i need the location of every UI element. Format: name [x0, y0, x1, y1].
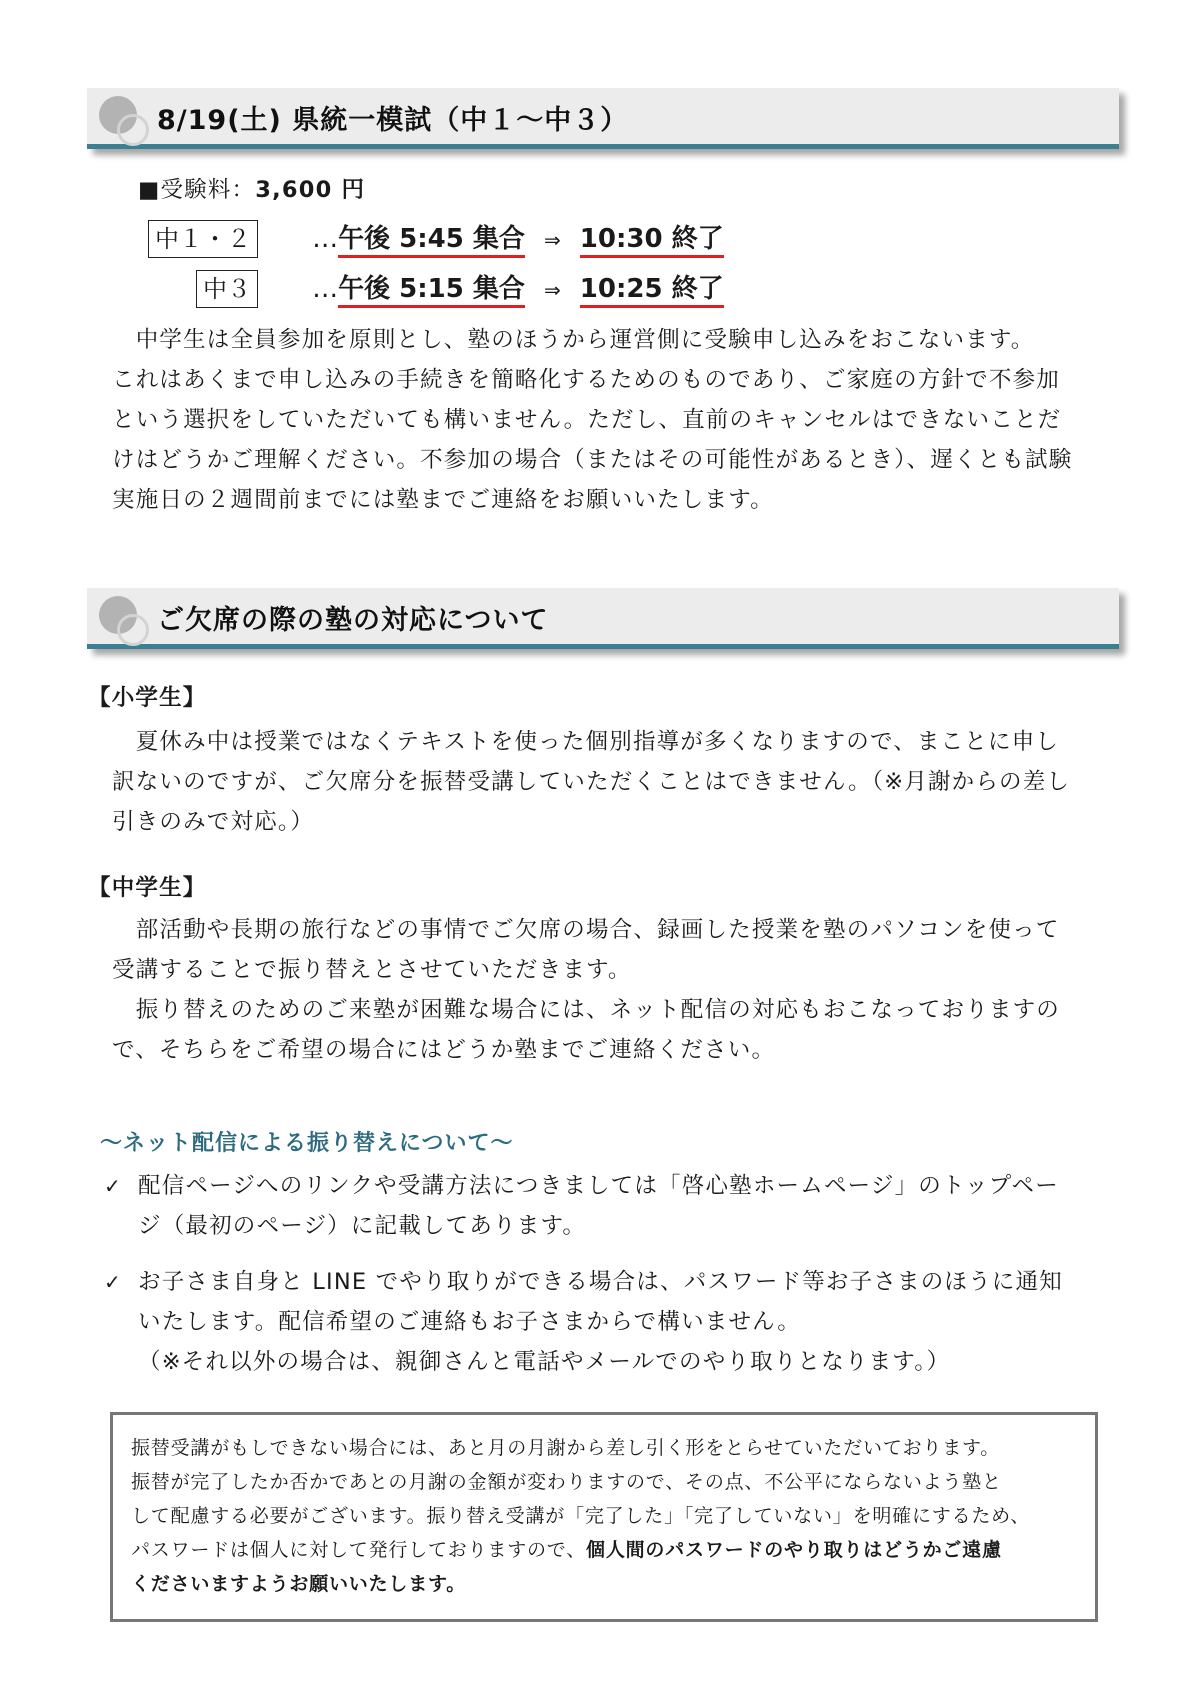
paragraph-line: 部活動や長期の旅行などの事情でご欠席の場合、録画した授業を塾のパソコンを使って [112, 917, 1060, 943]
bullet-item [138, 1262, 1118, 1382]
paragraph-line: 訳ないのですが、ご欠席分を振替受講していただくことはできません。（※月謝からの差し [112, 769, 1071, 795]
paragraph-line: 中学生は全員参加を原則とし、塾のほうから運営側に受験申し込みをおこないます。 [112, 327, 1035, 353]
notice-normal: パスワードは個人に対して発行しておりますので、 [131, 1539, 587, 1561]
grade-box: 中３ [196, 270, 258, 308]
paragraph-line: という選択をしていただいても構いません。ただし、直前のキャンセルはできないことだ [112, 407, 1062, 433]
arrow-icon: ⇒ [543, 278, 561, 302]
schedule-row-grade3 [196, 268, 724, 308]
arrow-icon: ⇒ [543, 228, 561, 252]
fee-value: 3,600 円 [255, 177, 366, 203]
check-icon: ✓ [104, 1270, 121, 1294]
paragraph-line: 振り替えのためのご来塾が困難な場合には、ネット配信の対応もおこなっておりますの [112, 997, 1061, 1023]
check-icon: ✓ [104, 1174, 121, 1198]
notice-line: 振替受講がもしできない場合には、あと月の月謝から差し引く形をとらせていただいております。 [131, 1437, 1001, 1459]
section-header-absence [87, 588, 1119, 649]
bullet-line: 配信ページへのリンクや受講方法につきましては「啓心塾ホームページ」のトップペー [138, 1173, 1059, 1199]
bullet-line: いたします。配信希望のご連絡もお子さまからで構いません。 [138, 1309, 801, 1335]
paragraph-line: 受講することで振り替えとさせていただきます。 [112, 957, 632, 983]
bullet-line: お子さま自身と LINE でやり取りができる場合は、パスワード等お子さまのほうに通知 [138, 1269, 1063, 1295]
ellipsis: … [312, 224, 339, 254]
end-time: 10:25 終了 [580, 274, 724, 308]
bullet-line: ジ（最初のページ）に記載してあります。 [138, 1213, 587, 1239]
bullet-line: （※それ以外の場合は、親御さんと電話やメールでのやり取りとなります。） [138, 1349, 951, 1375]
elementary-heading: 【小学生】 [88, 685, 207, 711]
notice-line [131, 1533, 1091, 1567]
section-title: ご欠席の際の塾の対応について [157, 605, 549, 636]
fee-label: ■受験料： [138, 177, 256, 203]
bullet-item [138, 1166, 1118, 1246]
end-time: 10:30 終了 [580, 224, 724, 258]
notice-line: 振替が完了したか否かであとの月謝の金額が変わりますので、その点、不公平にならないよう塾と [131, 1471, 1002, 1493]
notice-box [110, 1412, 1098, 1622]
section-title: 8/19(土) 県統一模試（中１～中３） [157, 105, 629, 136]
paragraph-line: 実施日の２週間前までには塾までご連絡をお願いいたします。 [112, 487, 774, 513]
gather-time: 午後 5:45 集合 [338, 224, 525, 258]
notice-emphasis: 個人間のパスワードのやり取りはどうかご遠慮 [586, 1539, 1002, 1561]
junior-high-heading: 【中学生】 [88, 875, 207, 901]
notice-line: して配慮する必要がございます。振り替え受講が「完了した」「完了していない」を明確にするため、 [131, 1505, 1031, 1527]
elementary-paragraph [112, 722, 1112, 842]
junior-high-paragraph [112, 910, 1112, 1070]
paragraph-line: で、そちらをご希望の場合にはどうか塾までご連絡ください。 [112, 1037, 776, 1063]
paragraph-line: これはあくまで申し込みの手続きを簡略化するためのものであり、ご家庭の方針で不参加 [112, 367, 1061, 393]
paragraph-line: 引きのみで対応。） [112, 809, 315, 835]
notice-line: くださいますようお願いいたします。 [131, 1573, 467, 1595]
paragraph-line: けはどうかご理解ください。不参加の場合（またはその可能性があるとき）、遅くとも試験 [112, 447, 1073, 473]
notice-text [131, 1431, 1091, 1601]
gather-time: 午後 5:15 集合 [338, 274, 525, 308]
schedule-row-grade12 [148, 218, 724, 258]
net-distribution-heading: ～ネット配信による振り替えについて～ [100, 1131, 514, 1156]
ellipsis: … [312, 274, 339, 304]
section-header-mock-exam [87, 88, 1119, 149]
exam-paragraph [112, 320, 1112, 520]
paragraph-line: 夏休み中は授業ではなくテキストを使った個別指導が多くなりますので、まことに申し [112, 729, 1060, 755]
circle-ring-icon [117, 614, 149, 646]
circle-ring-icon [117, 114, 149, 146]
grade-box: 中１・２ [148, 220, 258, 258]
exam-fee [138, 170, 365, 210]
